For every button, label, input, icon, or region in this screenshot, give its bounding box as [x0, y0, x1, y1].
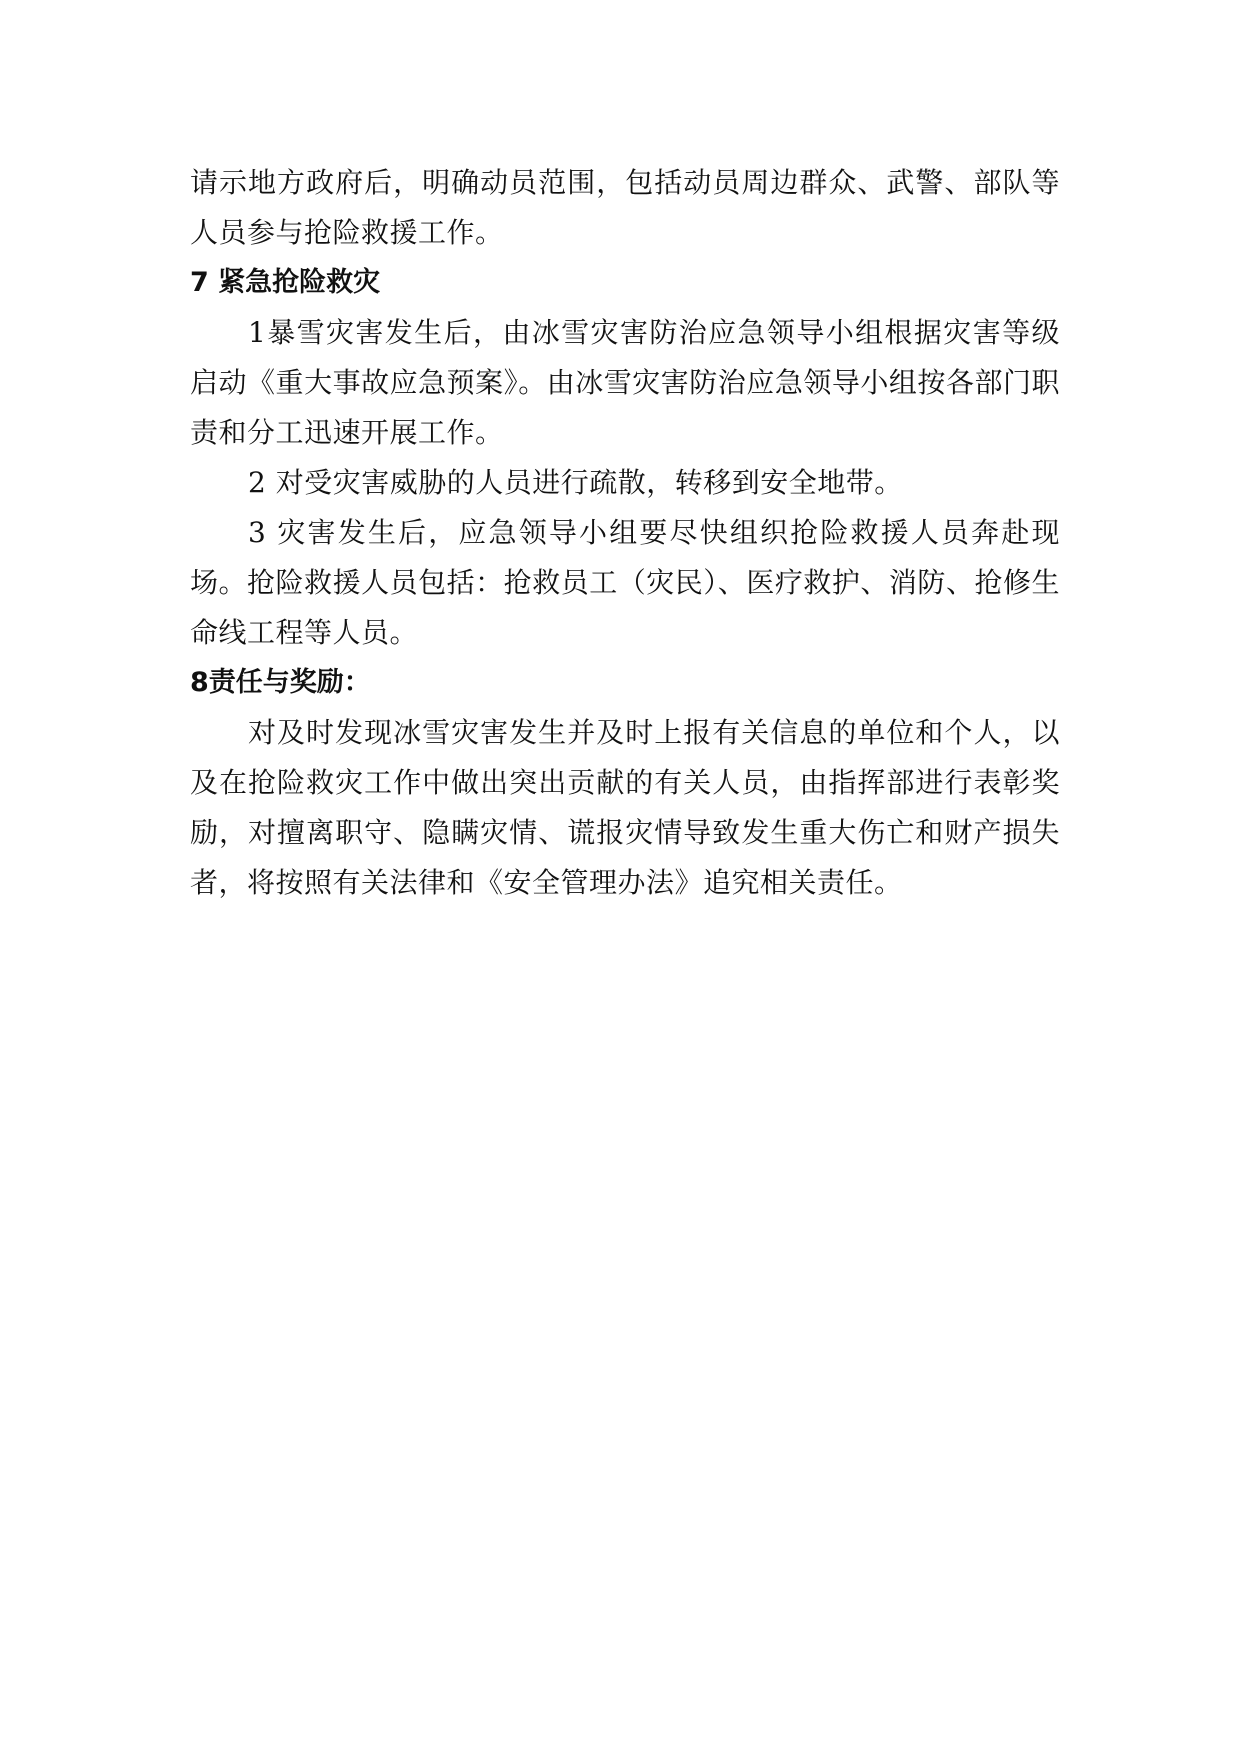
section-8-heading: 8责任与奖励：	[190, 667, 371, 698]
section-7-paragraph-2: 2 对受灾害威胁的人员进行疏散，转移到安全地带。	[248, 466, 903, 499]
section-8-paragraph-1: 对及时发现冰雪灾害发生并及时上报有关信息的单位和个人，以及在抢险救灾工作中做出突出贡献的有关人员，由指挥部进行表彰奖励，对擅离职守、隐瞒灾情、谎报灾情导致发生重大伤亡和财产损失者，将按照有关法律和《安全管理办法》追究相关责任。	[190, 716, 1060, 899]
intro-paragraph: 请示地方政府后，明确动员范围，包括动员周边群众、武警、部队等人员参与抢险救援工作。	[190, 166, 1060, 249]
document-page	[190, 158, 1060, 908]
section-7-paragraph-1: 1暴雪灾害发生后，由冰雪灾害防治应急领导小组根据灾害等级启动《重大事故应急预案》。由冰雪灾害防治应急领导小组按各部门职责和分工迅速开展工作。	[190, 316, 1060, 449]
section-7-paragraph-3: 3 灾害发生后，应急领导小组要尽快组织抢险救援人员奔赴现场。抢险救援人员包括：抢救员工（灾民）、医疗救护、消防、抢修生命线工程等人员。	[190, 516, 1060, 649]
section-7-heading: 7 紧急抢险救灾	[190, 267, 381, 298]
